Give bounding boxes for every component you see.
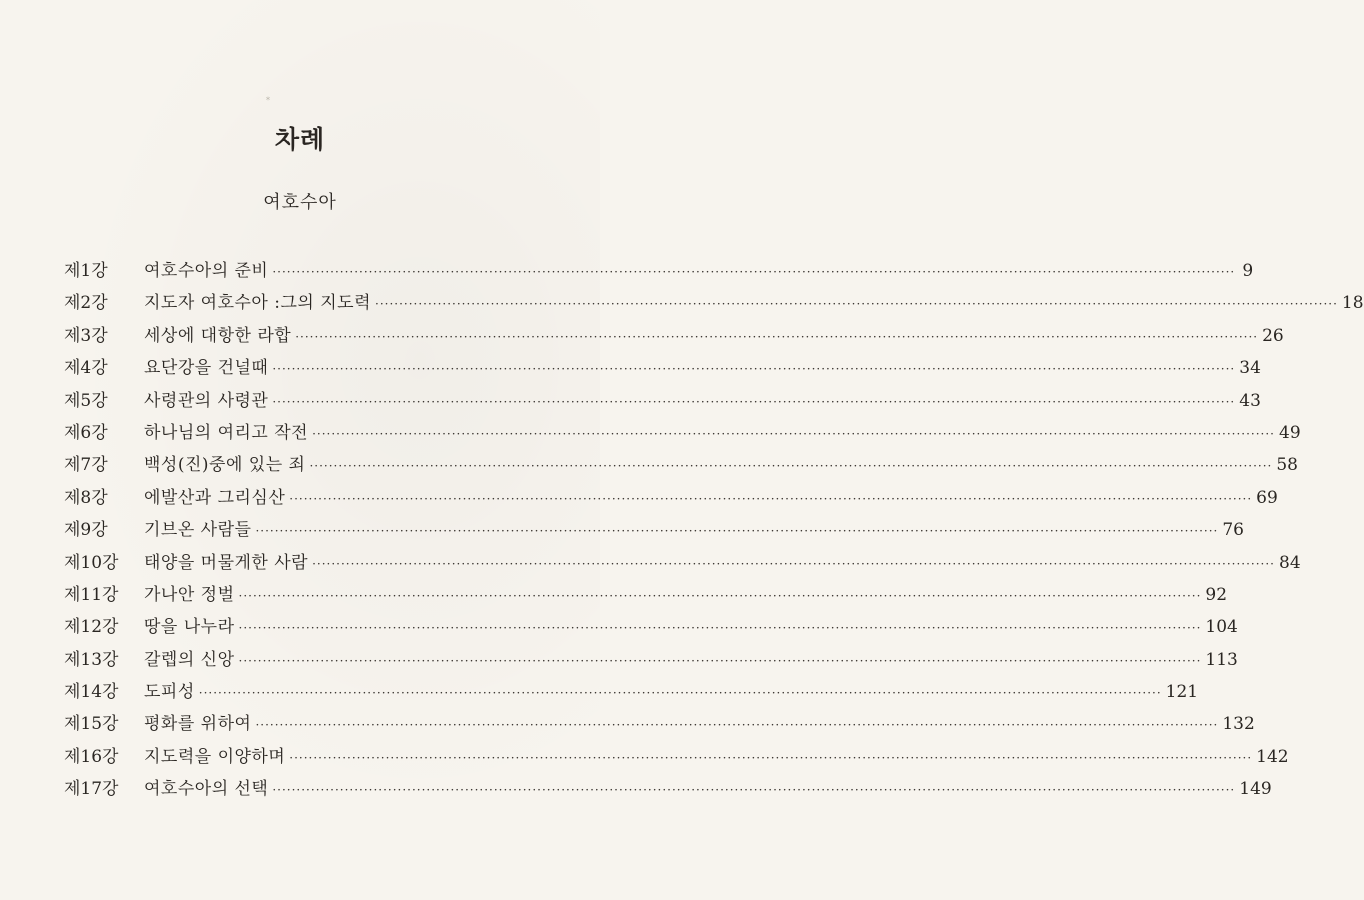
- toc-leader-dots: ········································································································································································································: [289, 750, 1253, 765]
- toc-chapter-title: 태양을 머물게한 사람: [144, 552, 309, 573]
- part-title: 여호수아: [263, 192, 337, 213]
- toc-chapter-title: 땅을 나누라: [144, 617, 235, 638]
- toc-chapter-title: 요단강을 건널때: [144, 358, 269, 379]
- toc-chapter-number: 제16강: [64, 746, 119, 767]
- table-of-contents: [64, 256, 1364, 807]
- toc-leader-dots: ········································································································································································································: [289, 491, 1253, 506]
- toc-page-number: 49: [1279, 422, 1301, 443]
- toc-entry: [64, 515, 1244, 547]
- toc-chapter-number: 제8강: [64, 487, 108, 508]
- toc-chapter-title: 기브온 사람들: [144, 520, 252, 541]
- toc-page-number: 104: [1205, 617, 1238, 638]
- toc-chapter-title: 갈렙의 신앙: [144, 649, 235, 670]
- toc-chapter-number: 제15강: [64, 714, 119, 735]
- toc-chapter-number: 제1강: [64, 261, 108, 281]
- toc-leader-dots: ········································································································································································································: [272, 783, 1236, 798]
- toc-leader-dots: ········································································································································································································: [255, 524, 1219, 539]
- toc-chapter-title: 여호수아의 선택: [144, 779, 269, 800]
- toc-leader-dots: ········································································································································································································: [295, 329, 1259, 344]
- toc-leader-dots: ········································································································································································································: [272, 362, 1236, 377]
- toc-chapter-number: 제13강: [64, 649, 119, 670]
- toc-page-number: 113: [1205, 649, 1238, 670]
- toc-entry: [64, 450, 1298, 482]
- toc-entry: [64, 645, 1238, 677]
- toc-leader-dots: ········································································································································································································: [238, 588, 1202, 603]
- toc-chapter-number: 제5강: [64, 390, 108, 411]
- toc-chapter-number: 제10강: [64, 552, 119, 573]
- toc-entry: [64, 483, 1278, 515]
- toc-page-number: 26: [1262, 325, 1284, 346]
- toc-leader-dots: ········································································································································································································: [238, 653, 1202, 668]
- toc-entry: [64, 580, 1228, 612]
- toc-entry: [64, 709, 1255, 741]
- toc-chapter-number: 제14강: [64, 682, 119, 703]
- toc-page-number: 132: [1222, 714, 1255, 735]
- toc-chapter-title: 여호수아의 준비: [144, 261, 269, 281]
- toc-chapter-number: 제6강: [64, 422, 108, 443]
- toc-chapter-title: 가나안 정벌: [144, 584, 235, 605]
- toc-page-number: 76: [1222, 520, 1244, 541]
- toc-entry: [64, 774, 1272, 806]
- toc-entry: [64, 548, 1301, 580]
- toc-leader-dots: ········································································································································································································: [238, 621, 1202, 636]
- toc-page-number: 121: [1165, 682, 1199, 703]
- toc-leader-dots: ········································································································································································································: [255, 718, 1219, 733]
- toc-chapter-number: 제4강: [64, 358, 108, 379]
- toc-chapter-title: 사령관의 사령관: [144, 390, 269, 411]
- toc-entry: [64, 288, 1364, 320]
- toc-chapter-title: 세상에 대항한 라합: [144, 325, 292, 346]
- toc-chapter-title: 평화를 위하여: [144, 714, 252, 735]
- toc-chapter-title: 백성(진)중에 있는 죄: [144, 455, 306, 476]
- toc-page-number: 84: [1279, 552, 1301, 573]
- toc-chapter-title: 하나님의 여리고 작전: [144, 422, 309, 443]
- ornament-mark: *: [266, 96, 270, 105]
- toc-entry: [64, 742, 1289, 774]
- toc-page-number: 142: [1256, 746, 1289, 767]
- toc-page-number: 58: [1276, 455, 1298, 476]
- toc-leader-dots: ········································································································································································································: [198, 686, 1162, 701]
- toc-page-number: 92: [1205, 584, 1228, 605]
- toc-page-number: 43: [1239, 390, 1261, 411]
- toc-leader-dots: ········································································································································································································: [272, 394, 1236, 409]
- toc-page-number: 18: [1341, 293, 1364, 314]
- toc-page-number: 149: [1239, 779, 1272, 800]
- toc-entry: [64, 386, 1261, 418]
- toc-entry: [64, 321, 1284, 353]
- toc-chapter-number: 제7강: [64, 455, 108, 476]
- toc-leader-dots: ········································································································································································································: [272, 265, 1236, 279]
- toc-chapter-title: 지도력을 이양하며: [144, 746, 286, 767]
- toc-chapter-number: 제17강: [64, 779, 119, 800]
- toc-chapter-title: 에발산과 그리심산: [144, 487, 286, 508]
- toc-chapter-number: 제2강: [64, 293, 108, 314]
- toc-chapter-number: 제9강: [64, 520, 108, 541]
- toc-chapter-number: 제11강: [64, 584, 119, 605]
- toc-leader-dots: ········································································································································································································: [312, 556, 1275, 571]
- toc-chapter-title: 지도자 여호수아 :그의 지도력: [144, 293, 372, 314]
- toc-entry: [64, 353, 1261, 385]
- page-title: 차례: [274, 125, 326, 154]
- toc-chapter-number: 제12강: [64, 617, 119, 638]
- toc-leader-dots: ········································································································································································································: [375, 297, 1338, 312]
- toc-entry: [64, 612, 1238, 644]
- toc-page-number: 69: [1256, 487, 1278, 508]
- toc-chapter-number: 제3강: [64, 325, 108, 346]
- toc-entry: [64, 677, 1199, 709]
- toc-chapter-title: 도피성: [144, 682, 195, 703]
- toc-leader-dots: ········································································································································································································: [309, 459, 1273, 474]
- toc-leader-dots: ········································································································································································································: [312, 426, 1275, 441]
- toc-page-number: 34: [1239, 358, 1261, 379]
- toc-page-number: 9: [1242, 261, 1254, 281]
- toc-entry: [64, 418, 1301, 450]
- toc-entry: [64, 256, 1254, 288]
